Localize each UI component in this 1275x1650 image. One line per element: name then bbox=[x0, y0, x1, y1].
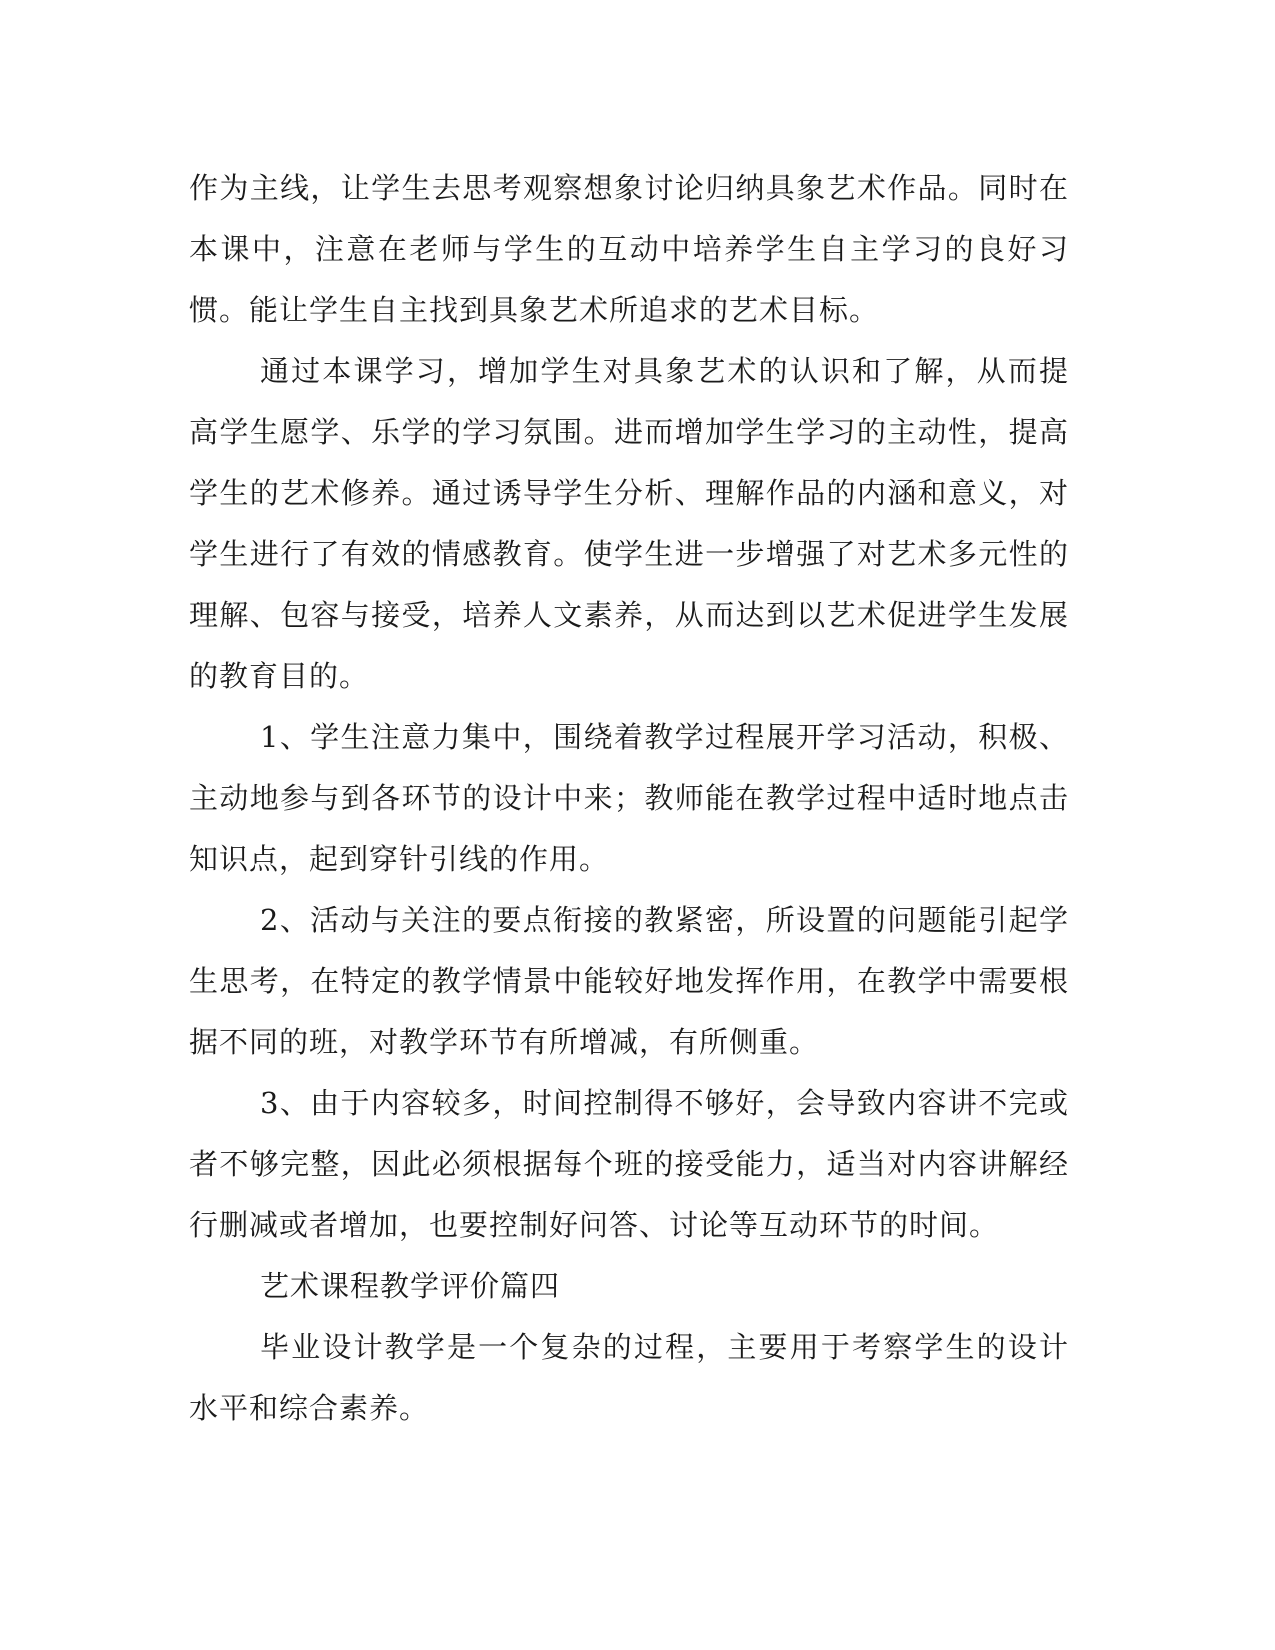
section-heading: 艺术课程教学评价篇四 bbox=[260, 1269, 561, 1303]
paragraph-point-3: 3、由于内容较多，时间控制得不够好，会导致内容讲不完或者不够完整，因此必须根据每个班的接受能力，适当对内容讲解经行删减或者增加，也要控制好问答、讨论等互动环节的时间。 bbox=[189, 1086, 1069, 1242]
paragraph-section-intro: 毕业设计教学是一个复杂的过程，主要用于考察学生的设计水平和综合素养。 bbox=[189, 1330, 1069, 1425]
paragraph-continuation: 作为主线，让学生去思考观察想象讨论归纳具象艺术作品。同时在本课中，注意在老师与学生的互动中培养学生自主学习的良好习惯。能让学生自主找到具象艺术所追求的艺术目标。 bbox=[189, 171, 1069, 327]
document-body bbox=[189, 158, 1069, 1439]
paragraph-learning-outcomes: 通过本课学习，增加学生对具象艺术的认识和了解，从而提高学生愿学、乐学的学习氛围。进而增加学生学习的主动性，提高学生的艺术修养。通过诱导学生分析、理解作品的内涵和意义，对学生进行了有效的情感教育。使学生进一步增强了对艺术多元性的理解、包容与接受，培养人文素养，从而达到以艺术促进学生发展的教育目的。 bbox=[189, 354, 1069, 693]
paragraph-point-1: 1、学生注意力集中，围绕着教学过程展开学习活动，积极、主动地参与到各环节的设计中来；教师能在教学过程中适时地点击知识点，起到穿针引线的作用。 bbox=[189, 720, 1069, 876]
paragraph-point-2: 2、活动与关注的要点衔接的教紧密，所设置的问题能引起学生思考，在特定的教学情景中能较好地发挥作用，在教学中需要根据不同的班，对教学环节有所增减，有所侧重。 bbox=[189, 903, 1069, 1059]
